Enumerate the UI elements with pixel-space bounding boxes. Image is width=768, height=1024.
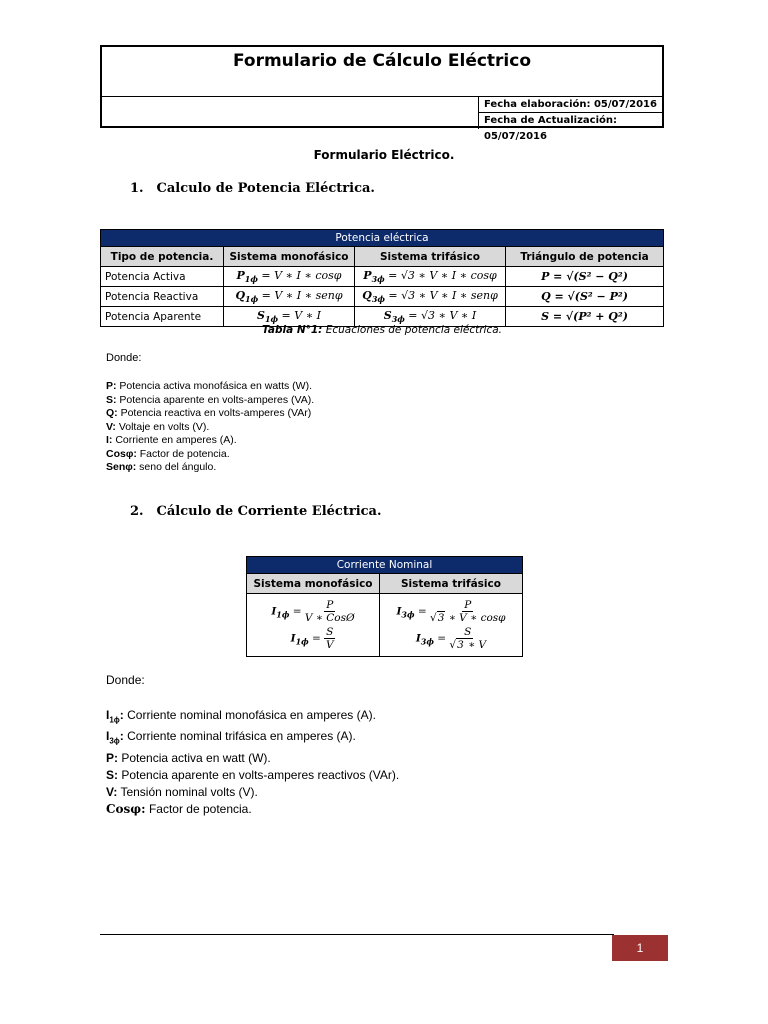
list-item: V: Tensión nominal volts (V). xyxy=(106,784,258,799)
list-item: I: Corriente en amperes (A). xyxy=(106,434,237,446)
list-item: Cosφ: Factor de potencia. xyxy=(106,447,230,460)
donde-label-2: Donde: xyxy=(106,673,145,687)
definitions-list-2 xyxy=(106,707,399,818)
list-item: $I_{1\phi}$: Corriente nominal monofásica en amperes (A). xyxy=(106,708,376,725)
formula-tri: $P_{3\phi} = √3$ ∗ V ∗ I ∗ cosφ xyxy=(355,267,506,287)
list-item: V: Voltaje en volts (V). xyxy=(106,420,210,433)
list-item: Senφ: seno del ángulo. xyxy=(106,461,217,473)
col-header-monofasico: Sistema monofásico xyxy=(224,247,355,267)
col-header-triangulo: Triángulo de potencia xyxy=(506,247,664,267)
subtitle: Formulario Eléctrico. xyxy=(313,148,455,162)
caption-label: Tabla N°1: xyxy=(261,324,323,336)
col-header-tipo: Tipo de potencia. xyxy=(101,247,224,267)
page-number: 1 xyxy=(612,935,668,961)
formula-triangulo: S = √(P² + Q²) xyxy=(506,307,664,327)
table-row xyxy=(247,594,523,657)
col-header-trifasico: Sistema trifásico xyxy=(355,247,506,267)
list-item: S: Potencia aparente en volts-amperes reactivos (VAr). xyxy=(106,767,400,782)
formula-corriente-tri: $I_{3\phi}$ = $\frac{P}{√3 ∗ V ∗ \cos\varphi}$ $I_{3\phi}$ = $\frac{S}{√3 ∗ V}$ xyxy=(380,594,523,657)
formula-tri: $S_{3\phi} = √3$ ∗ V ∗ I xyxy=(355,307,506,327)
formula-tri: $Q_{3\phi} = √3$ ∗ V ∗ I ∗ senφ xyxy=(355,287,506,307)
formula-triangulo: P = √(S² − Q²) xyxy=(506,267,664,287)
caption-text: Ecuaciones de potencia eléctrica. xyxy=(322,324,503,336)
document-title: Formulario de Cálculo Eléctrico xyxy=(232,51,532,71)
formula-mono: $S_{1\phi} = V$ ∗ I xyxy=(224,307,355,327)
formula-mono: $P_{1\phi} = V$ ∗ I ∗ cosφ xyxy=(224,267,355,287)
table-row xyxy=(101,287,664,307)
potencia-table xyxy=(100,229,664,327)
footer-rule xyxy=(100,934,614,935)
list-item: $I_{3\phi}$: Corriente nominal trifásica en amperes (A). xyxy=(106,729,356,746)
list-item: P: Potencia activa en watt (W). xyxy=(106,750,271,765)
potencia-table-title: Potencia eléctrica xyxy=(101,230,664,247)
list-item: P: Potencia activa monofásica en watts (W). xyxy=(106,380,312,392)
col-header-trifasico: Sistema trifásico xyxy=(380,574,523,594)
formula-corriente-mono: $I_{1\phi}$ = $\frac{P}{\text{V ∗ CosØ}}$ $I_{1\phi}$ = $\frac{S}{V}$ xyxy=(247,594,380,657)
formula-triangulo: Q = √(S² − P²) xyxy=(506,287,664,307)
corriente-table xyxy=(246,556,523,657)
table-row xyxy=(101,267,664,287)
col-header-monofasico: Sistema monofásico xyxy=(247,574,380,594)
list-item: Cosφ: Factor de potencia. xyxy=(106,801,252,816)
row-tipo: Potencia Aparente xyxy=(101,307,224,327)
section-2-number: 2. xyxy=(130,504,144,519)
list-item: S: Potencia aparente en volts-amperes (VA). xyxy=(106,393,315,406)
document-header xyxy=(100,45,664,142)
section-1-title: Calculo de Potencia Eléctrica. xyxy=(156,181,375,196)
table-1-caption xyxy=(100,324,664,336)
row-tipo: Potencia Activa xyxy=(101,267,224,287)
section-2-heading xyxy=(130,504,382,519)
corriente-table-title: Corriente Nominal xyxy=(247,557,523,574)
row-tipo: Potencia Reactiva xyxy=(101,287,224,307)
list-item: Q: Potencia reactiva en volts-amperes (VAr) xyxy=(106,407,312,419)
section-1-number: 1. xyxy=(130,181,144,196)
donde-label-1: Donde: xyxy=(106,352,142,364)
section-1-heading xyxy=(130,181,375,196)
section-2-title: Cálculo de Corriente Eléctrica. xyxy=(156,504,382,519)
fecha-actualizacion: Fecha de Actualización: 05/07/2016 xyxy=(478,113,662,129)
fecha-elaboracion: Fecha elaboración: 05/07/2016 xyxy=(478,97,662,113)
formula-mono: $Q_{1\phi} = V$ ∗ I ∗ senφ xyxy=(224,287,355,307)
definitions-list-1 xyxy=(106,380,314,475)
